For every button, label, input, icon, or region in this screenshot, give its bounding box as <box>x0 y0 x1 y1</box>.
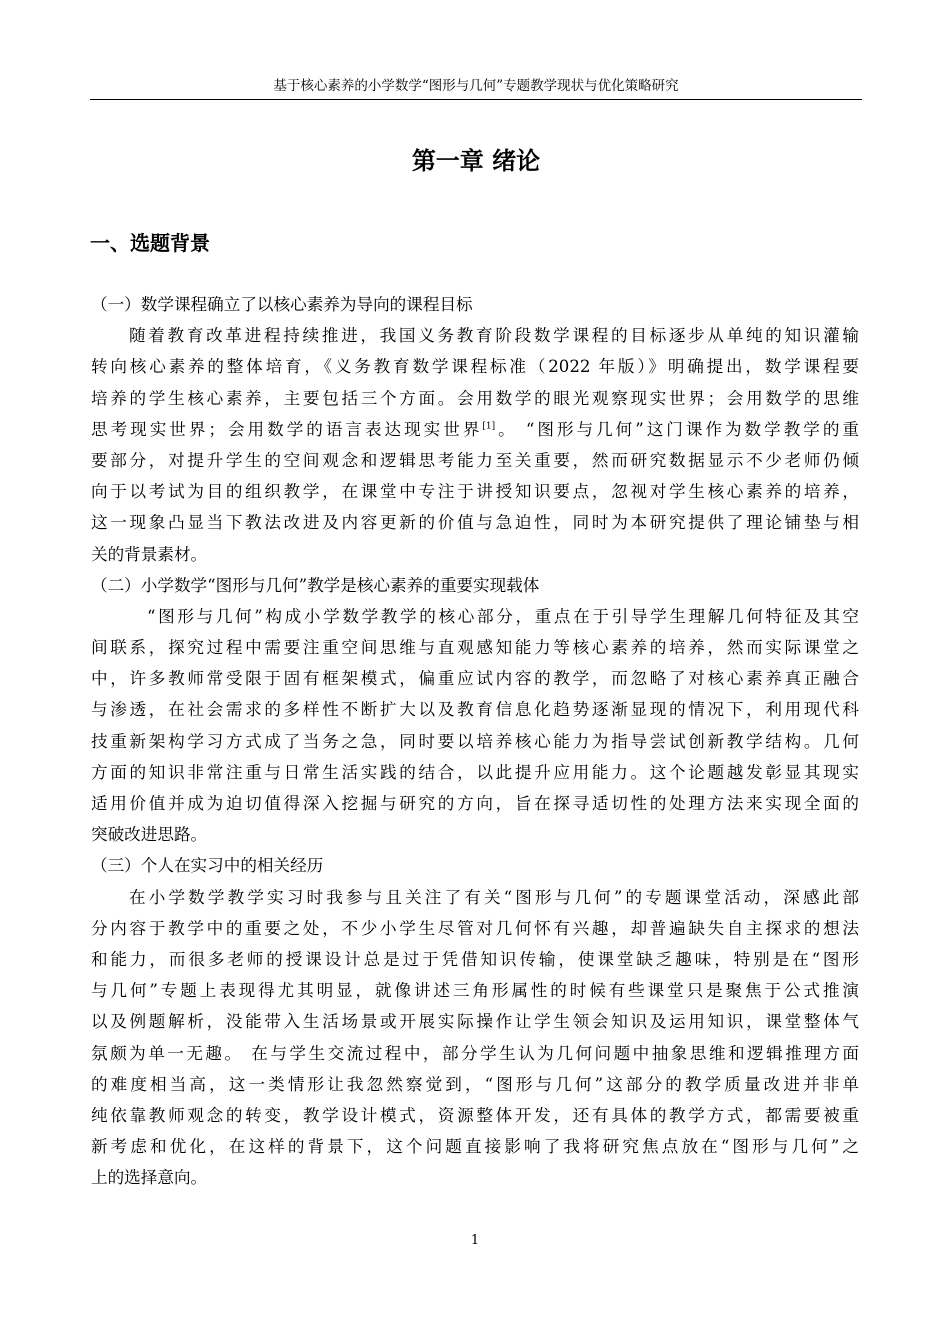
paragraph-line: 上的选择意向。 <box>91 1168 208 1188</box>
paragraph-line: 在小学数学教学实习时我参与且关注了有关“图形与几何”的专题课堂活动，深感此部 <box>129 887 859 907</box>
paragraph-line: 转向核心素养的整体培育，《义务教育数学课程标准（2022 年版）》明确提出，数学课程要 <box>91 357 859 377</box>
paragraph-line: 氛颇为单一无趣。 在与学生交流过程中，部分学生认为几何问题中抽象思维和逻辑推理方面 <box>91 1043 859 1063</box>
section-title: 一、选题背景 <box>90 231 210 255</box>
page-number: 1 <box>470 1233 480 1248</box>
paragraph-line-with-citation <box>91 414 859 445</box>
paragraph-line: 和能力，而很多老师的授课设计总是过于凭借知识传输，使课堂缺乏趣味，特别是在“图形 <box>91 949 859 969</box>
paragraph-line: 向于以考试为目的组织教学，在课堂中专注于讲授知识要点，忽视对学生核心素养的培养， <box>91 482 859 502</box>
paragraph-line: 培养的学生核心素养，主要包括三个方面。会用数学的眼光观察现实世界；会用数学的思维 <box>91 388 859 408</box>
paragraph-text: 。 “图形与几何”这门课作为数学教学的重 <box>495 419 859 439</box>
paragraph-line: 技重新架构学习方式成了当务之急，同时要以培养核心能力为指导尝试创新教学结构。几何 <box>91 731 859 751</box>
header-rule <box>90 99 862 100</box>
paragraph-line: “图形与几何”构成小学数学教学的核心部分，重点在于引导学生理解几何特征及其空 <box>147 606 859 626</box>
paragraph-line: 新考虑和优化，在这样的背景下，这个问题直接影响了我将研究焦点放在“图形与几何”之 <box>91 1137 859 1157</box>
paragraph-line: 要部分，对提升学生的空间观念和逻辑思考能力至关重要，然而研究数据显示不少老师仍倾 <box>91 450 859 470</box>
chapter-title: 第一章 绪论 <box>411 147 541 175</box>
paragraph-line: 突破改进思路。 <box>91 825 208 845</box>
paragraph-line: 这一现象凸显当下教法改进及内容更新的价值与急迫性，同时为本研究提供了理论铺垫与相 <box>91 513 859 533</box>
paragraph-line: 分内容于教学中的重要之处，不少小学生尽管对几何怀有兴趣，却普遍缺失自主探求的想法 <box>91 918 859 938</box>
paragraph-line: 关的背景素材。 <box>91 544 208 564</box>
paragraph-line: 中，许多教师常受限于固有框架模式，偏重应试内容的教学，而忽略了对核心素养真正融合 <box>91 669 859 689</box>
paragraph-text: 思考现实世界；会用数学的语言表达现实世界 <box>91 419 483 439</box>
paragraph-line: 以及例题解析，没能带入生活场景或开展实际操作让学生领会知识及运用知识，课堂整体气 <box>91 1012 859 1032</box>
citation-marker[interactable]: [1] <box>482 421 496 432</box>
paragraph-line: 随着教育改革进程持续推进，我国义务教育阶段数学课程的目标逐步从单纯的知识灌输 <box>129 326 859 346</box>
paragraph-line: 适用价值并成为迫切值得深入挖掘与研究的方向，旨在探寻适切性的处理方法来实现全面的 <box>91 794 859 813</box>
running-header: 基于核心素养的小学数学“图形与几何”专题教学现状与优化策略研究 <box>273 78 679 94</box>
body-text <box>91 289 859 1193</box>
subsection-heading-1: （一）数学课程确立了以核心素养为导向的课程目标 <box>91 295 473 314</box>
paragraph-line: 与几何”专题上表现得尤其明显，就像讲述三角形属性的时候有些课堂只是聚焦于公式推演 <box>91 981 859 1001</box>
paragraph-line: 与渗透，在社会需求的多样性不断扩大以及教育信息化趋势逐渐显现的情况下，利用现代科 <box>91 700 859 720</box>
subsection-heading-2: （二）小学数学“图形与几何”教学是核心素养的重要实现载体 <box>91 575 540 595</box>
paragraph-line: 的难度相当高，这一类情形让我忽然察觉到，“图形与几何”这部分的教学质量改进并非单 <box>91 1074 859 1094</box>
subsection-heading-3: （三）个人在实习中的相关经历 <box>91 856 324 876</box>
paragraph-line: 间联系，探究过程中需要注重空间思维与直观感知能力等核心素养的培养，然而实际课堂之 <box>91 638 859 658</box>
paragraph-line: 纯依靠教师观念的转变，教学设计模式，资源整体开发，还有具体的教学方式，都需要被重 <box>91 1105 859 1125</box>
paragraph-line: 方面的知识非常注重与日常生活实践的结合，以此提升应用能力。这个论题越发彰显其现实 <box>91 762 859 782</box>
